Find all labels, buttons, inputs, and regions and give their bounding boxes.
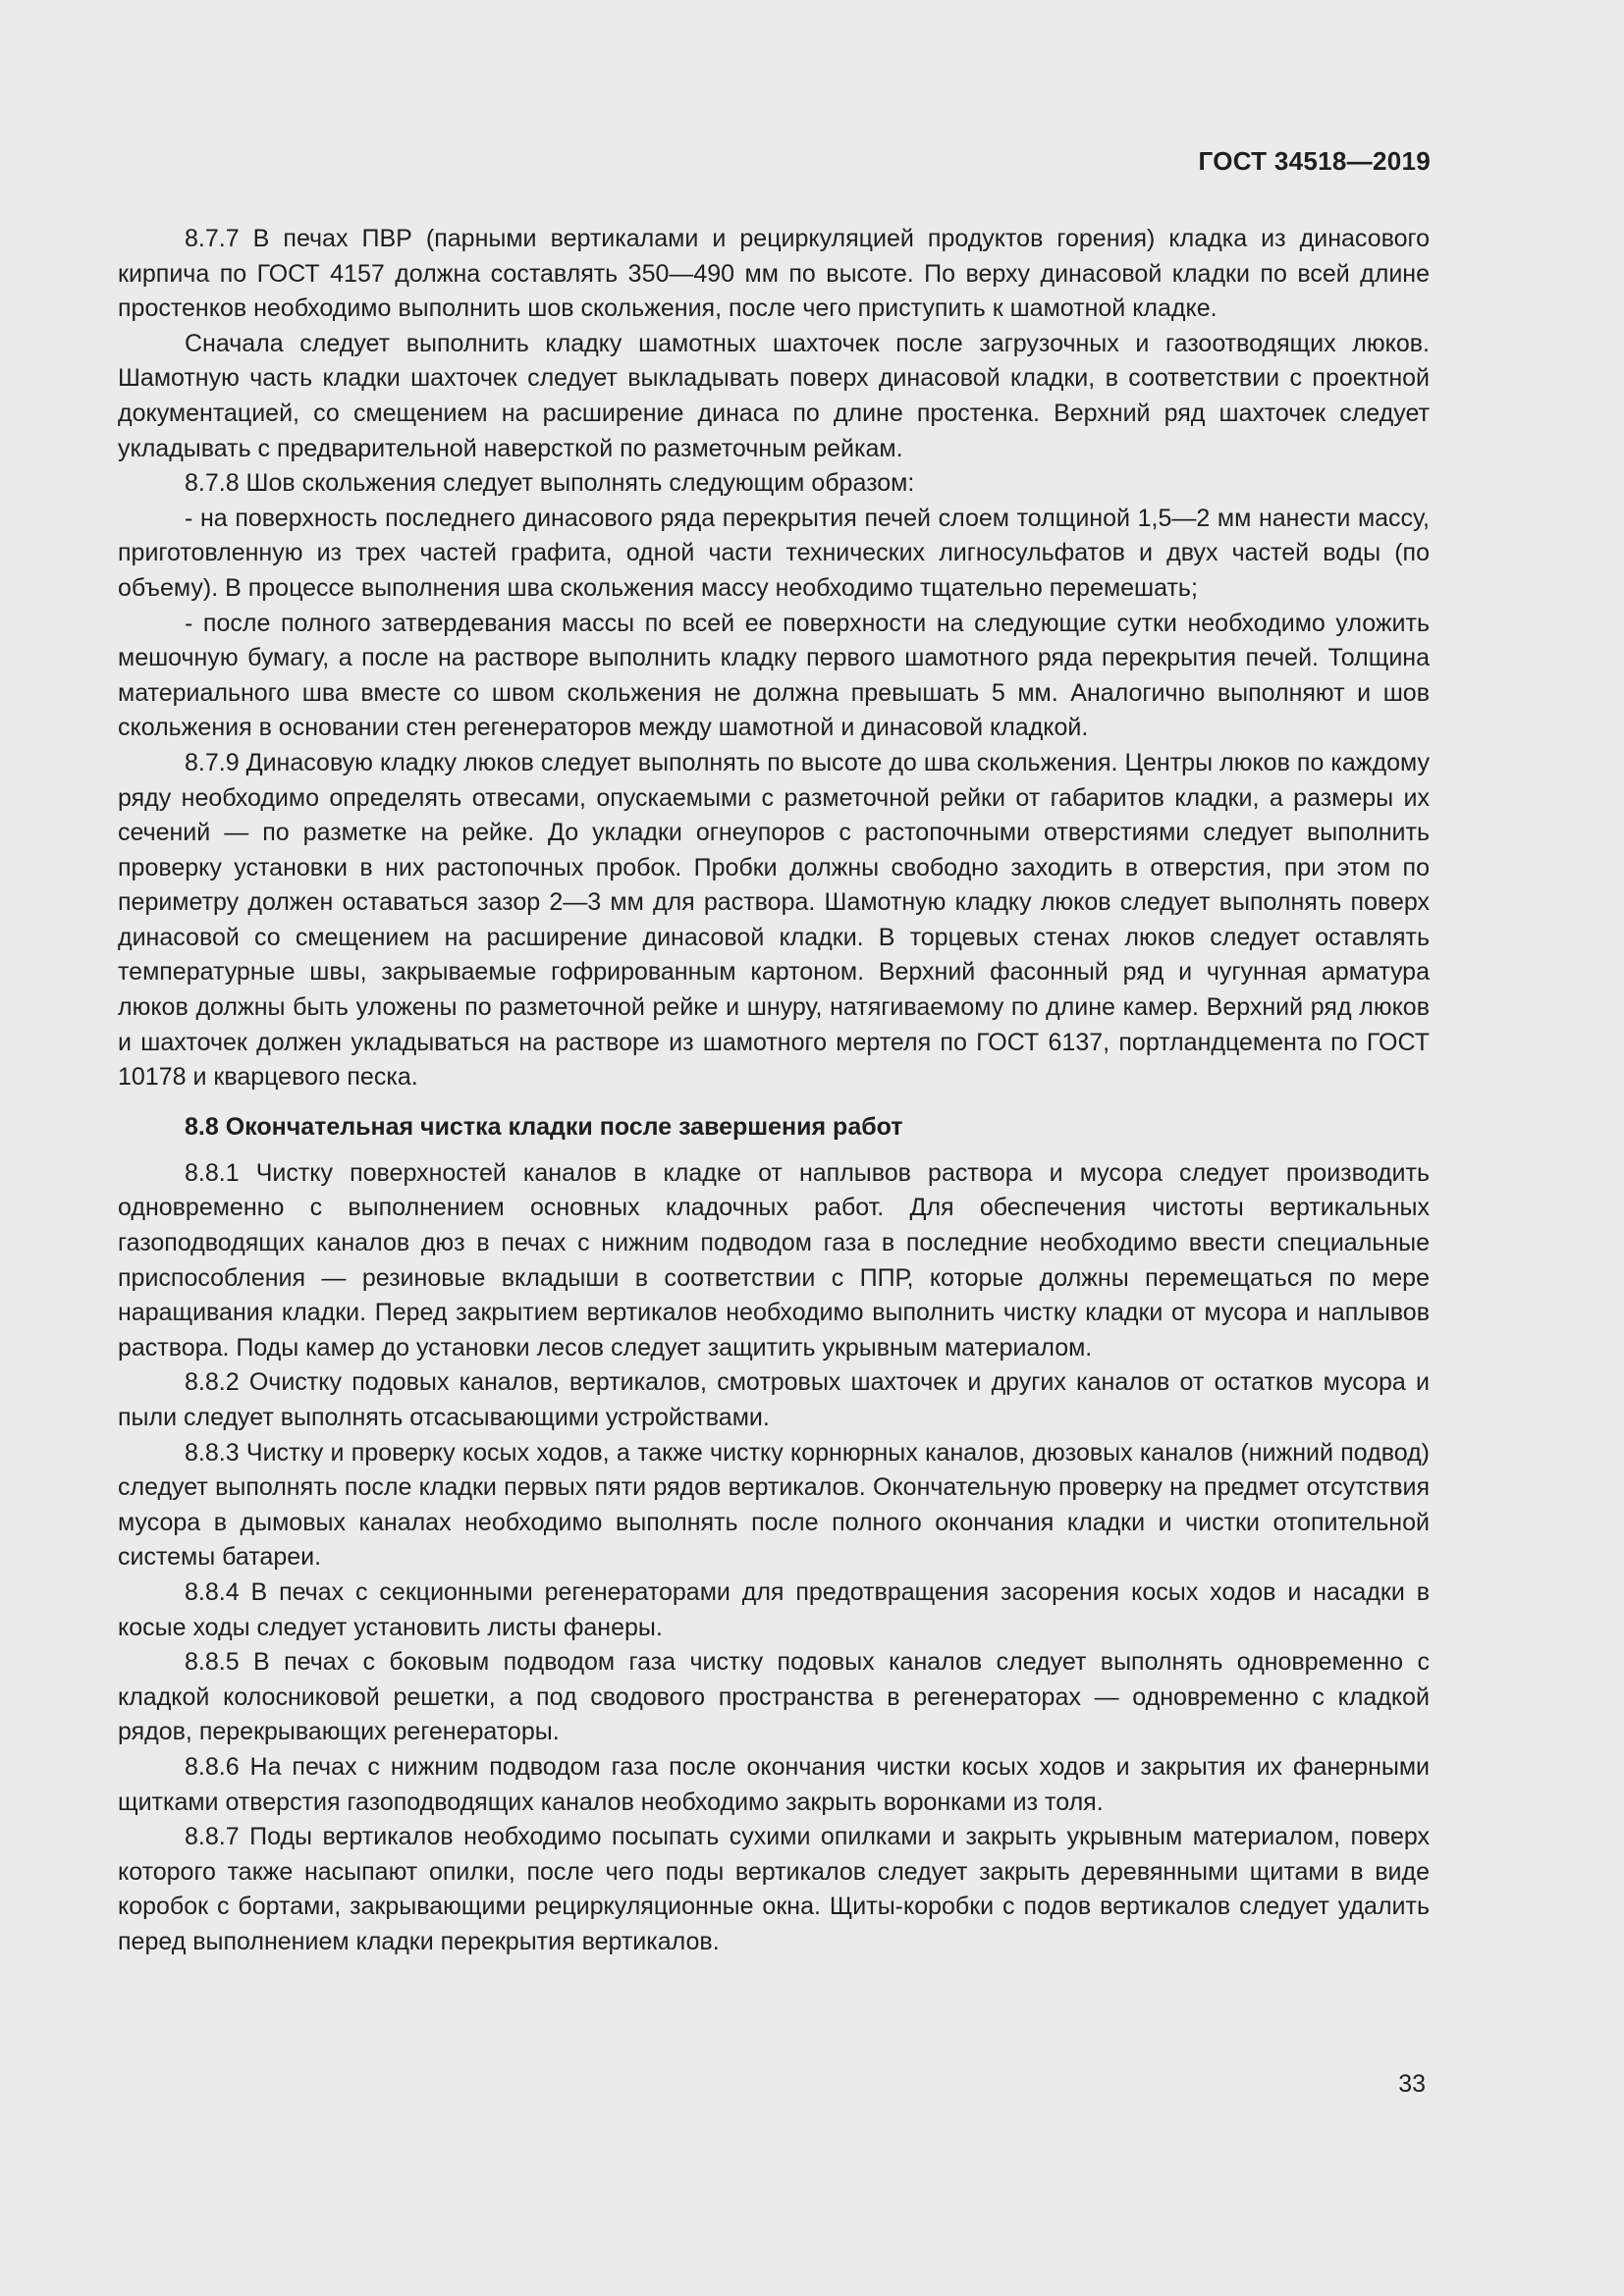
paragraph-8-7-8: 8.7.8 Шов скольжения следует выполнять следующим образом: xyxy=(185,469,915,498)
paragraph-8-8-7: 8.8.7 Поды вертикалов необходимо посыпать сухими опилками и закрыть укрывным материалом, поверх которого также насыпают опилки, после чего поды вертикалов следует закрыть деревянными щитами в виде коробок с бортами, закрывающими рециркуляционные окна. Щиты-коробки с подов вертикалов следует удалить перед выполнением кладки перекрытия вертикалов. xyxy=(118,1823,1430,1955)
standard-header: ГОСТ 34518—2019 xyxy=(1198,146,1431,176)
paragraph-8-8-6: 8.8.6 На печах с нижним подводом газа после окончания чистки косых ходов и закрытия их фанерными щитками отверстия газоподводящих каналов необходимо закрыть воронками из толя. xyxy=(118,1752,1430,1816)
paragraph-8-8-2: 8.8.2 Очистку подовых каналов, вертикалов, смотровых шахточек и других каналов от остатков мусора и пыли следует выполнять отсасывающими устройствами. xyxy=(118,1368,1430,1431)
paragraph-8-7-7-continued: Сначала следует выполнить кладку шамотных шахточек после загрузочных и газоотводящих люков. Шамотную часть кладки шахточек следует выкладывать поверх динасовой кладки, в соответствии с проектной документацией, со смещением на расширение динаса по длине простенка. Верхний ряд шахточек следует укладывать с предварительной наверсткой по разметочным рейкам. xyxy=(118,329,1430,462)
paragraph-8-7-9: 8.7.9 Динасовую кладку люков следует выполнять по высоте до шва скольжения. Центры люков по каждому ряду необходимо определять отвесами, опускаемыми с разметочной рейки от габаритов кладки, а размеры их сечений — по разметке на рейке. До укладки огнеупоров с растопочными отверстиями следует выполнить проверку установки в них растопочных пробок. Пробки должны свободно заходить в отверстия, при этом по периметру должен оставаться зазор 2—3 мм для раствора. Шамотную кладку люков следует выполнять поверх динасовой со смещением на расширение динасовой кладки. В торцевых стенах люков следует оставлять температурные швы, закрываемые гофрированным картоном. Верхний фасонный ряд и чугунная арматура люков должны быть уложены по разметочной рейке и шнуру, натягиваемому по длине камер. Верхний ряд люков и шахточек должен укладываться на растворе из шамотного мертеля по ГОСТ 6137, портландцемента по ГОСТ 10178 и кварцевого песка. xyxy=(118,748,1430,1092)
page-number: 33 xyxy=(1398,2070,1426,2098)
document-body xyxy=(118,222,1430,1960)
list-item-8-7-8-second: - после полного затвердевания массы по всей ее поверхности на следующие сутки необходимо уложить мешочную бумагу, а после на растворе выполнить кладку первого шамотного ряда перекрытия печей. Толщина материального шва вместе со швом скольжения не должна превышать 5 мм. Аналогично выполняют и шов скольжения в основании стен регенераторов между шамотной и динасовой кладкой. xyxy=(118,609,1430,742)
paragraph-8-8-1: 8.8.1 Чистку поверхностей каналов в кладке от наплывов раствора и мусора следует производить одновременно с выполнением основных кладочных работ. Для обеспечения чистоты вертикальных газоподводящих каналов дюз в печах с нижним подводом газа в последние необходимо ввести специальные приспособления — резиновые вкладыши в соответствии с ППР, которые должны перемещаться по мере наращивания кладки. Перед закрытием вертикалов необходимо выполнить чистку кладки от мусора и наплывов раствора. Поды камер до установки лесов следует защитить укрывным материалом. xyxy=(118,1158,1430,1362)
paragraph-8-8-3: 8.8.3 Чистку и проверку косых ходов, а также чистку корнюрных каналов, дюзовых каналов (нижний подвод) следует выполнять после кладки первых пяти рядов вертикалов. Окончательную проверку на предмет отсутствия мусора в дымовых каналах необходимо выполнять после полного окончания кладки и чистки отопительной системы батареи. xyxy=(118,1438,1430,1572)
paragraph-8-7-7: 8.7.7 В печах ПВР (парными вертикалами и рециркуляцией продуктов горения) кладка из динасового кирпича по ГОСТ 4157 должна составлять 350—490 мм по высоте. По верху динасовой кладки по всей длине простенков необходимо выполнить шов скольжения, после чего приступить к шамотной кладке. xyxy=(118,225,1430,323)
list-item-8-7-8-first: - на поверхность последнего динасового ряда перекрытия печей слоем толщиной 1,5—2 мм нанести массу, приготовленную из трех частей графита, одной части технических лигносульфатов и двух частей воды (по объему). В процессе выполнения шва скольжения массу необходимо тщательно перемешать; xyxy=(118,504,1430,602)
section-heading-8-8: 8.8 Окончательная чистка кладки после завершения работ xyxy=(185,1112,903,1141)
paragraph-8-8-5: 8.8.5 В печах с боковым подводом газа чистку подовых каналов следует выполнять одновременно с кладкой колосниковой решетки, а под сводового пространства в регенераторах — одновременно с кладкой рядов, перекрывающих регенераторы. xyxy=(118,1648,1430,1746)
paragraph-8-8-4: 8.8.4 В печах с секционными регенераторами для предотвращения засорения косых ходов и насадки в косые ходы следует установить листы фанеры. xyxy=(118,1577,1430,1641)
